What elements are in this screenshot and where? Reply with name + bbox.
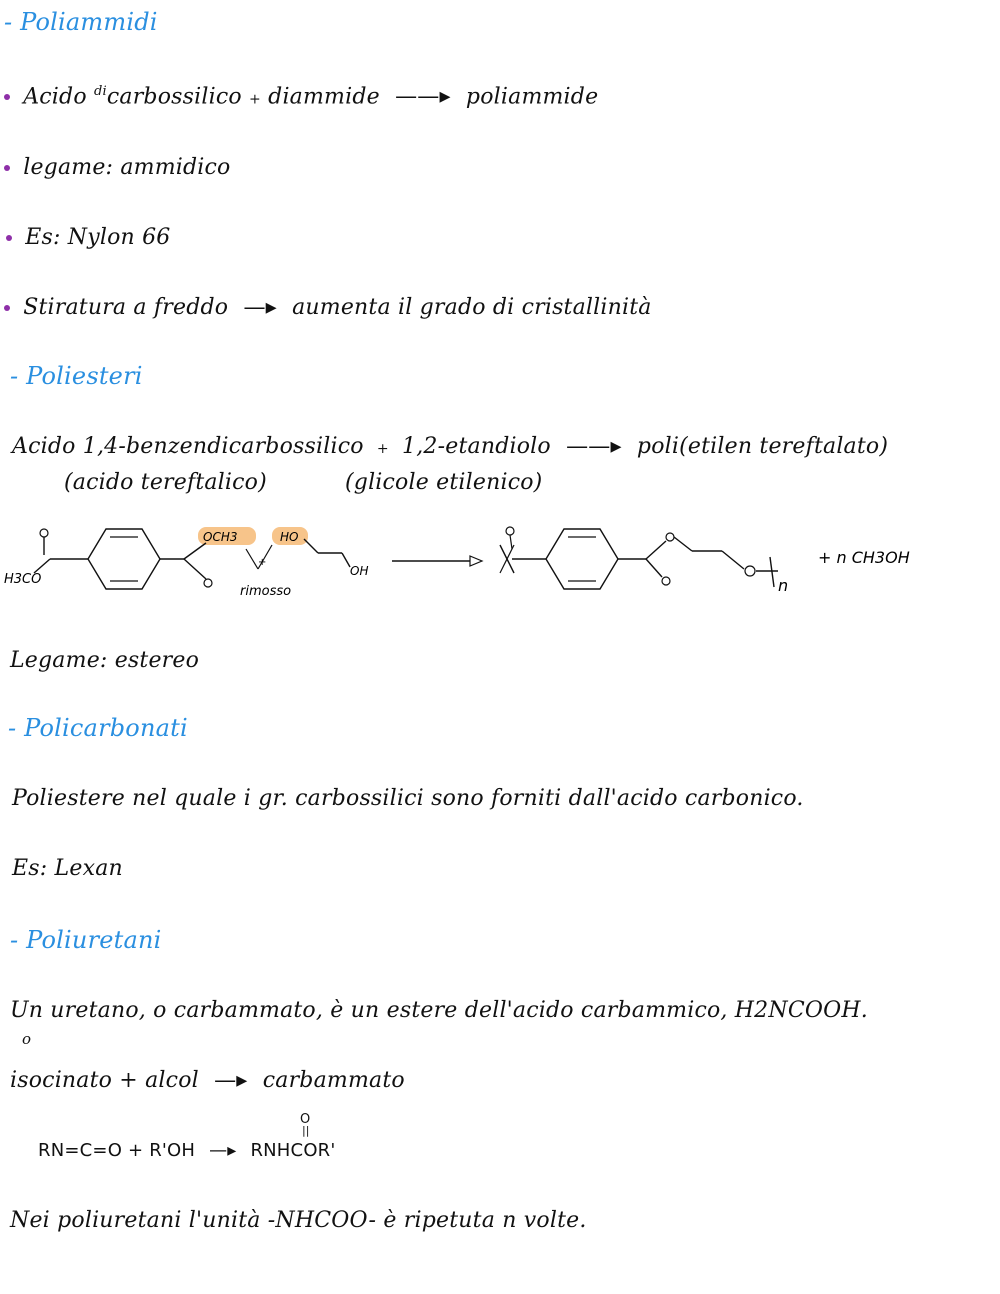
bond — [184, 543, 206, 559]
bullet-dot — [6, 235, 12, 241]
oxygen-atom — [666, 533, 674, 541]
poliesteri-legame: Legame: estereo — [10, 648, 200, 673]
bond — [184, 559, 206, 579]
heading-policarbonati: - Policarbonati — [8, 714, 188, 742]
arrow-head-icon — [470, 556, 482, 566]
pet-structure-diagram — [0, 515, 1000, 605]
arrow-icon: —▸ — [209, 1140, 237, 1161]
reactant-carbossilico: carbossilico — [106, 84, 242, 110]
poliammidi-legame — [4, 155, 231, 180]
stiratura-left: Stiratura a freddo — [23, 295, 229, 320]
bond — [246, 549, 258, 569]
reactant-benzendicarbossilico: Acido 1,4-benzendicarbossilico — [12, 434, 364, 459]
reactant2-note: (glicole etilenico) — [345, 470, 543, 495]
reactant1-note: (acido tereftalico) — [64, 470, 267, 495]
word-reaction-left: isocinato + alcol — [10, 1068, 199, 1093]
legame-text: legame: ammidico — [23, 155, 231, 180]
policarbonati-description: Poliestere nel quale i gr. carbossilici sono forniti dall'acido carbonico. — [12, 786, 804, 811]
poliammidi-reaction — [4, 84, 598, 109]
plus-sign: + — [249, 91, 261, 108]
reaction-arrow-icon: ——▸ — [566, 434, 622, 459]
oxygen-atom — [662, 577, 670, 585]
ho-label: HO — [280, 530, 299, 544]
repeat-bracket — [770, 557, 774, 587]
poliuretani-closing: Nei poliuretani l'unità -NHCOO- è ripetuta n volte. — [10, 1208, 587, 1233]
heading-poliuretani: - Poliuretani — [10, 926, 162, 954]
formula-left: RN=C=O + R'OH — [38, 1140, 196, 1161]
superscript-di: di — [93, 84, 107, 99]
reactant-etandiolo: 1,2-etandiolo — [402, 434, 551, 459]
rimosso-label: rimosso — [240, 584, 292, 599]
n-subscript: n — [778, 576, 789, 595]
plus-sign: + — [376, 441, 389, 457]
arrow-icon: —▸ — [214, 1068, 248, 1093]
product-pet: poli(etilen tereftalato) — [636, 434, 889, 459]
word-reaction — [10, 1068, 405, 1093]
oh-label: OH — [350, 564, 369, 578]
bond — [342, 553, 350, 567]
policarbonati-example: Es: Lexan — [12, 856, 123, 881]
heading-poliammidi: - Poliammidi — [4, 8, 158, 36]
oxygen-atom — [40, 529, 48, 537]
reaction-arrow-icon: ——▸ — [395, 84, 451, 110]
o-mark: o — [22, 1030, 32, 1048]
bullet-dot — [4, 94, 10, 100]
stiratura-right: aumenta il grado di cristallinità — [292, 295, 652, 320]
bullet-dot — [4, 165, 10, 171]
reactant-acido: Acido — [23, 84, 87, 110]
carbonyl-oxygen: O — [300, 1112, 311, 1127]
bullet-dot — [4, 305, 10, 311]
h3co-label: H3CO — [4, 572, 42, 587]
formula-reaction — [38, 1140, 336, 1161]
reactant-diammide: diammide — [268, 84, 380, 110]
bond — [510, 535, 512, 549]
bond — [646, 559, 662, 577]
example-text: Es: Nylon 66 — [25, 225, 171, 250]
poliammidi-stiratura — [4, 295, 652, 320]
product-poliammide: poliammide — [465, 84, 599, 110]
oxygen-atom — [745, 566, 755, 576]
plus-small: + — [258, 557, 267, 568]
bond — [34, 559, 50, 573]
poliuretani-definition: Un uretano, o carbammato, è un estere dell'acido carbammico, H2NCOOH. — [10, 998, 868, 1023]
oxygen-atom — [204, 579, 212, 587]
heading-poliesteri: - Poliesteri — [10, 362, 143, 390]
benzene-ring — [88, 529, 160, 589]
bond — [646, 541, 666, 559]
poliammidi-example — [6, 225, 170, 250]
bond — [722, 551, 744, 569]
carbonyl-double-bond: || — [302, 1124, 310, 1137]
arrow-icon: —▸ — [243, 295, 277, 320]
bond — [304, 539, 318, 553]
bond — [674, 537, 692, 551]
och3-label: OCH3 — [203, 530, 238, 544]
word-reaction-right: carbammato — [262, 1068, 405, 1093]
benzene-ring — [546, 529, 618, 589]
byproduct-label: + n CH3OH — [818, 548, 910, 567]
poliesteri-reaction — [12, 434, 888, 459]
oxygen-atom — [506, 527, 514, 535]
formula-right: RNHCOR' — [250, 1140, 336, 1161]
